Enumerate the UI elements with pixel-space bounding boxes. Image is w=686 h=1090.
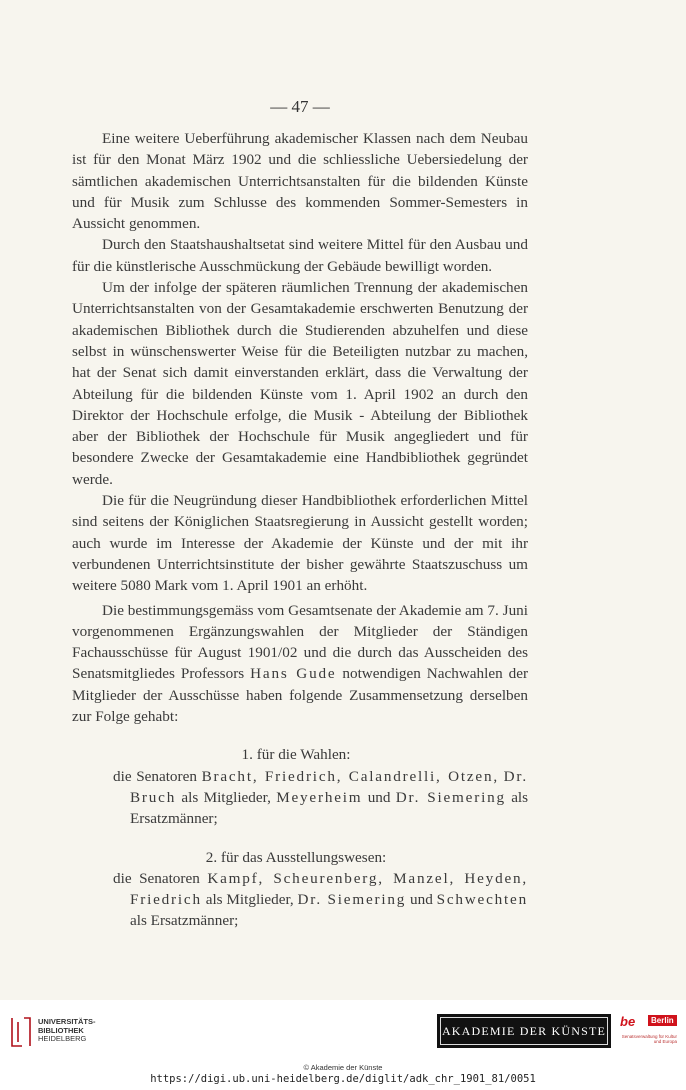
member-name: Dr. Bruch: [130, 767, 528, 806]
member-name: Dr. Siemering: [297, 891, 407, 909]
berlin-tag: Berlin: [648, 1015, 677, 1026]
entry-text: und: [410, 891, 433, 909]
member-name: Meyerheim: [276, 788, 363, 806]
library-line: HEIDELBERG: [38, 1034, 87, 1043]
library-line: BIBLIOTHEK: [38, 1025, 84, 1035]
berlin-be-mark: be: [620, 1014, 636, 1029]
member-name: Schwechten: [436, 891, 528, 909]
permalink-url[interactable]: https://digi.ub.uni-heidelberg.de/diglit/adk_chr_1901_81/0051: [150, 1073, 536, 1085]
senator-names: Bracht, Friedrich, Calandrelli, Otzen,: [201, 767, 499, 785]
section-heading: 2. für das Ausstellungswesen:: [205, 848, 387, 866]
paragraph-text: Die bestimmungsgemäss vom Gesamtsenate der Akademie am 7. Juni vorgenommenen Ergänzungswahlen der Mitglieder der Ständigen Fachausschüsse für August 1901/02 und die durch das Ausscheiden des Senatsmitgliedes Professors: [72, 601, 528, 683]
entry-text: als Mitglieder,: [181, 788, 271, 806]
committee-entry: [72, 766, 528, 830]
akademie-der-kuenste-button[interactable]: [437, 1014, 611, 1048]
university-library-name[interactable]: [38, 1018, 96, 1044]
paragraph-text: notwendigen Nachwahlen der Mitglieder der Ausschüsse haben folgende Zusammensetzung derselben zur Folge gehabt:: [72, 665, 529, 726]
section-heading: 1. für die Wahlen:: [241, 746, 351, 764]
spaced-name: Hans Gude: [250, 665, 337, 683]
berlin-department: Senatsverwaltung für Kultur und Europa: [621, 1034, 677, 1044]
entry-text: als Ersatzmänner;: [130, 912, 239, 930]
entry-prefix: die Senatoren: [113, 767, 197, 785]
paragraph: [72, 600, 528, 728]
paragraph: Durch den Staatshaushaltsetat sind weitere Mittel für den Ausbau und für die künstlerische Ausschmückung der Gebäude bewilligt worden.: [72, 236, 528, 275]
member-name: Dr. Siemering: [395, 788, 506, 806]
paragraph: Die für die Neugründung dieser Handbibliothek erforderlichen Mittel sind seitens der Königlichen Staatsregierung in Aussicht gestellt worden; auch wurde im Interesse der Akademie der Künste und der mit ihr verbundenen Unterrichtsinstitute der bisher gewährte Staatszuschuss um weitere 5080 Mark vom 1. April 1901 an erhöht.: [72, 492, 528, 595]
member-name: Friedrich: [130, 891, 202, 909]
entry-text: als Mitglieder,: [205, 891, 294, 909]
berlin-senate-logo[interactable]: [618, 1012, 678, 1050]
copyright-notice: © Akademie der Künste: [303, 1063, 383, 1072]
paragraph: Eine weitere Ueberführung akademischer Klassen nach dem Neubau ist für den Monat März 1902 und die schliessliche Uebersiedelung der sämtlichen akademischen Unterrichtsanstalten für die bildenden Künste und für Musik zum Schlusse des kommenden Sommer-Semesters in Aussicht genommen.: [72, 130, 528, 233]
library-line: UNIVERSITÄTS-: [38, 1017, 96, 1026]
page-number: — 47 —: [270, 97, 330, 116]
paragraph: Um der infolge der späteren räumlichen Trennung der akademischen Unterrichtsanstalten von der Gesamtakademie erschwerten Benutzung der akademischen Bibliothek durch die Studierenden abzuhelfen und diese selbst in wünschenswerter Weise für die Beteiligten nutzbar zu machen, hat der Senat sich damit einverstanden erklärt, dass die Verwaltung der Abteilung für die bildenden Künste vom 1. April 1902 an durch den Direktor der Hochschule erfolge, die Musik - Abteilung der Bibliothek aber der Bibliothek der Hochschule für Musik angegliedert und für besondere Zwecke der Gesamtakademie eine Handbibliothek gegründet werde.: [72, 279, 528, 488]
entry-prefix: die Senatoren: [113, 869, 200, 887]
entry-text: und: [367, 788, 391, 806]
committee-entry: [72, 868, 528, 932]
entry-text: als Ersatzmänner;: [130, 788, 529, 828]
akademie-button-label: AKADEMIE DER KÜNSTE: [440, 1017, 608, 1045]
senator-names: Kampf, Scheurenberg, Manzel, Heyden,: [207, 869, 528, 887]
page-text: [72, 128, 528, 932]
